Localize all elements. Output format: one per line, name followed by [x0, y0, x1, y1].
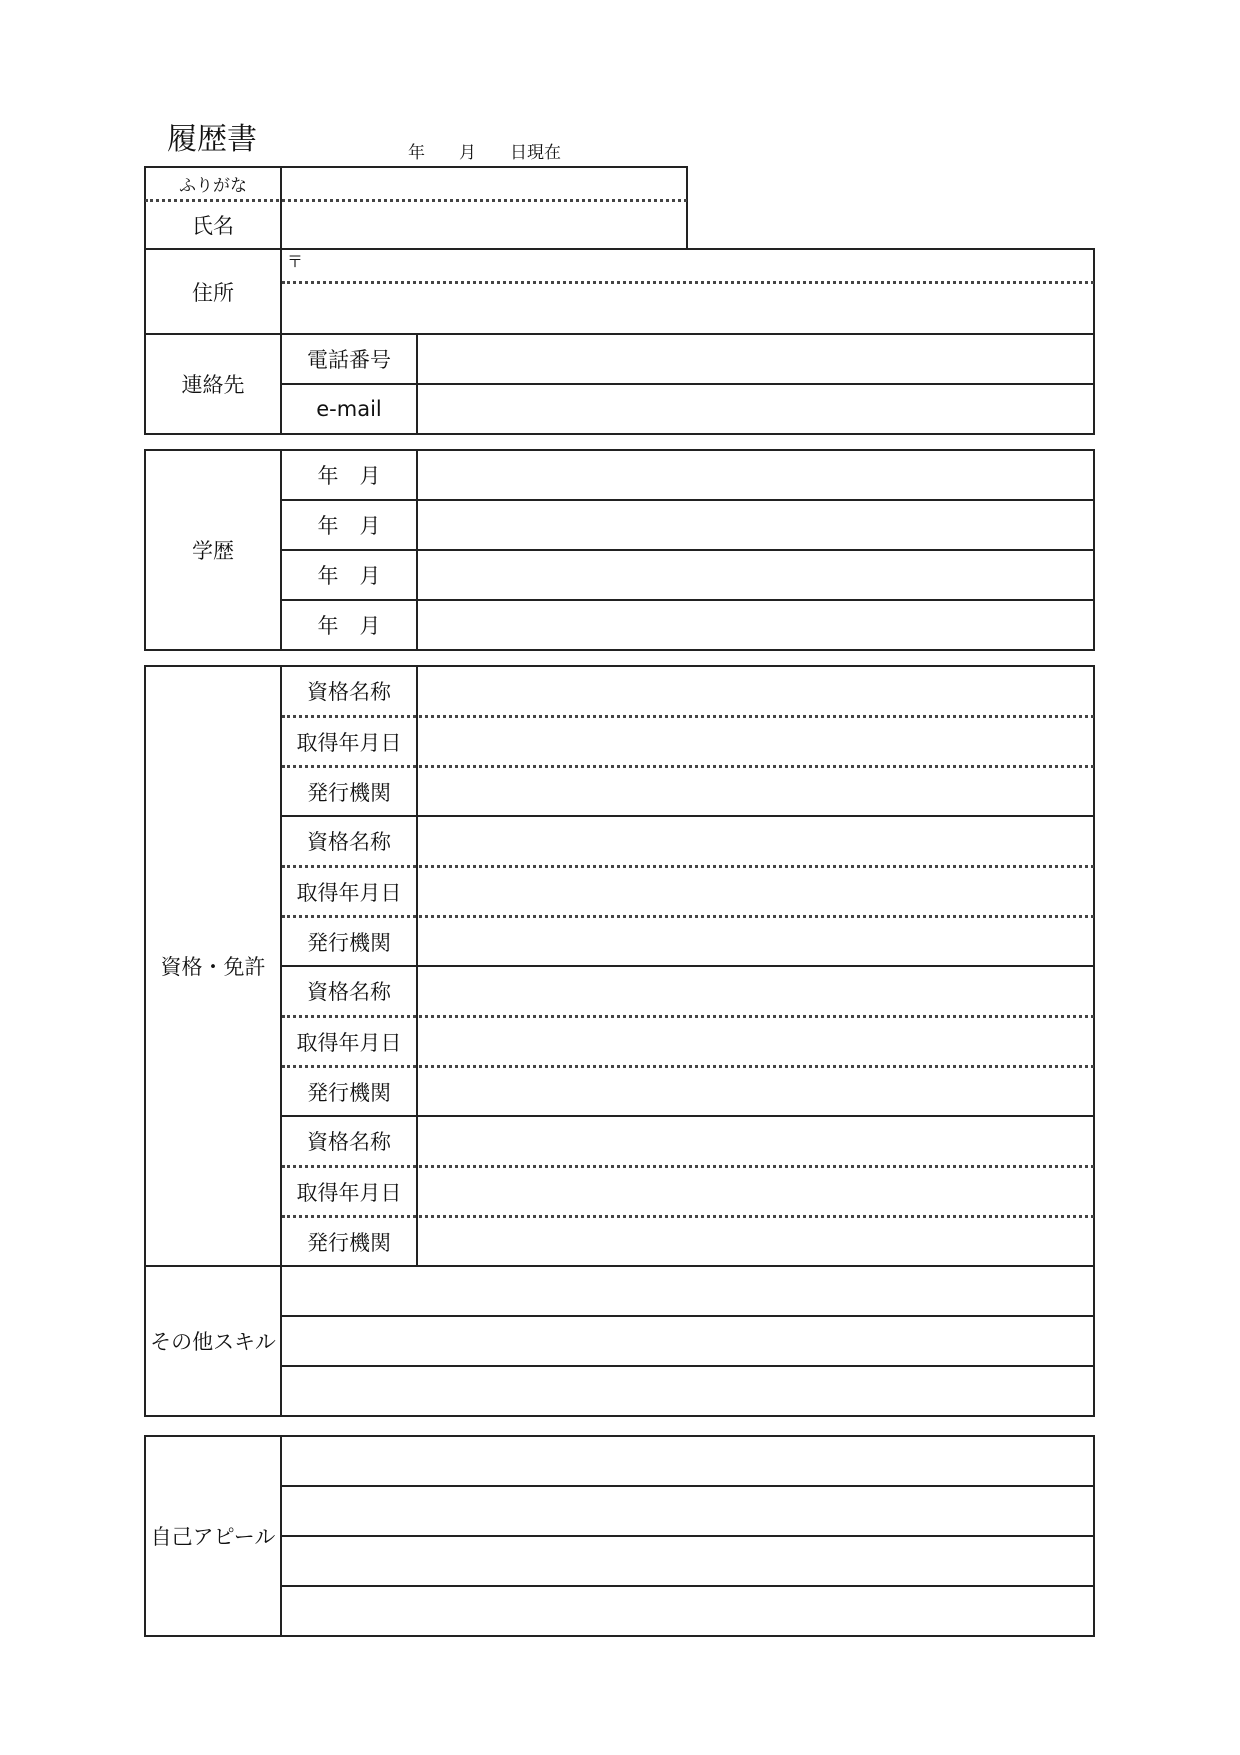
- issuing-body-label: 発行機関: [307, 1230, 391, 1255]
- other-skills-input[interactable]: [282, 1317, 1093, 1365]
- education-entry-input[interactable]: [418, 501, 1093, 549]
- email-label: e-mail: [316, 397, 382, 421]
- acquisition-date-label: 取得年月日: [296, 730, 402, 755]
- qualifications-label: 資格・免許: [160, 955, 266, 979]
- furigana-label: ふりがな: [179, 176, 247, 196]
- qualification-name-input[interactable]: [418, 817, 1093, 865]
- qualification-name-label: 資格名称: [307, 1130, 391, 1154]
- name-label: 氏名: [192, 214, 234, 238]
- acquisition-date-input[interactable]: [418, 1168, 1093, 1215]
- education-entry-input[interactable]: [418, 551, 1093, 599]
- name-input[interactable]: [282, 202, 686, 248]
- self-pr-input[interactable]: [282, 1587, 1093, 1635]
- qualification-name-label: 資格名称: [307, 830, 391, 854]
- education-entry-input[interactable]: [418, 601, 1093, 649]
- issuing-body-input[interactable]: [418, 768, 1093, 815]
- other-skills-label: その他スキル: [150, 1330, 276, 1354]
- issuing-body-label: 発行機関: [307, 780, 391, 805]
- qualification-name-input[interactable]: [418, 667, 1093, 715]
- page-title: 履歴書: [167, 122, 257, 157]
- furigana-input[interactable]: [282, 168, 686, 199]
- education-year-month-label: 年 月: [317, 614, 381, 638]
- self-pr-input[interactable]: [282, 1487, 1093, 1535]
- education-year-month-label: 年 月: [317, 514, 381, 538]
- education-year-month-label: 年 月: [317, 564, 381, 588]
- contact-label: 連絡先: [181, 373, 245, 397]
- postal-mark: 〒: [287, 252, 304, 271]
- acquisition-date-input[interactable]: [418, 1018, 1093, 1065]
- self-pr-input[interactable]: [282, 1437, 1093, 1485]
- qualification-name-label: 資格名称: [307, 980, 391, 1004]
- postal-code-input[interactable]: [305, 250, 1093, 280]
- address-label: 住所: [192, 280, 234, 305]
- acquisition-date-label: 取得年月日: [296, 1030, 402, 1055]
- phone-label: 電話番号: [307, 348, 391, 372]
- email-input[interactable]: [418, 385, 1093, 433]
- acquisition-date-label: 取得年月日: [296, 1180, 402, 1205]
- qualification-name-input[interactable]: [418, 967, 1093, 1015]
- education-label: 学歴: [192, 539, 234, 563]
- education-year-month-label: 年 月: [317, 464, 381, 488]
- phone-input[interactable]: [418, 335, 1093, 383]
- self-pr-label: 自己アピール: [150, 1525, 276, 1549]
- issuing-body-label: 発行機関: [307, 1080, 391, 1105]
- qualification-name-input[interactable]: [418, 1117, 1093, 1165]
- qualification-name-label: 資格名称: [307, 680, 391, 704]
- issuing-body-label: 発行機関: [307, 930, 391, 955]
- issuing-body-input[interactable]: [418, 1218, 1093, 1265]
- other-skills-input[interactable]: [282, 1267, 1093, 1315]
- date-as-of: 年 月 日現在: [408, 143, 561, 163]
- acquisition-date-input[interactable]: [418, 868, 1093, 915]
- other-skills-input[interactable]: [282, 1367, 1093, 1415]
- self-pr-input[interactable]: [282, 1537, 1093, 1585]
- acquisition-date-input[interactable]: [418, 718, 1093, 765]
- issuing-body-input[interactable]: [418, 1068, 1093, 1115]
- acquisition-date-label: 取得年月日: [296, 880, 402, 905]
- address-input[interactable]: [282, 284, 1093, 332]
- issuing-body-input[interactable]: [418, 918, 1093, 965]
- education-entry-input[interactable]: [418, 451, 1093, 499]
